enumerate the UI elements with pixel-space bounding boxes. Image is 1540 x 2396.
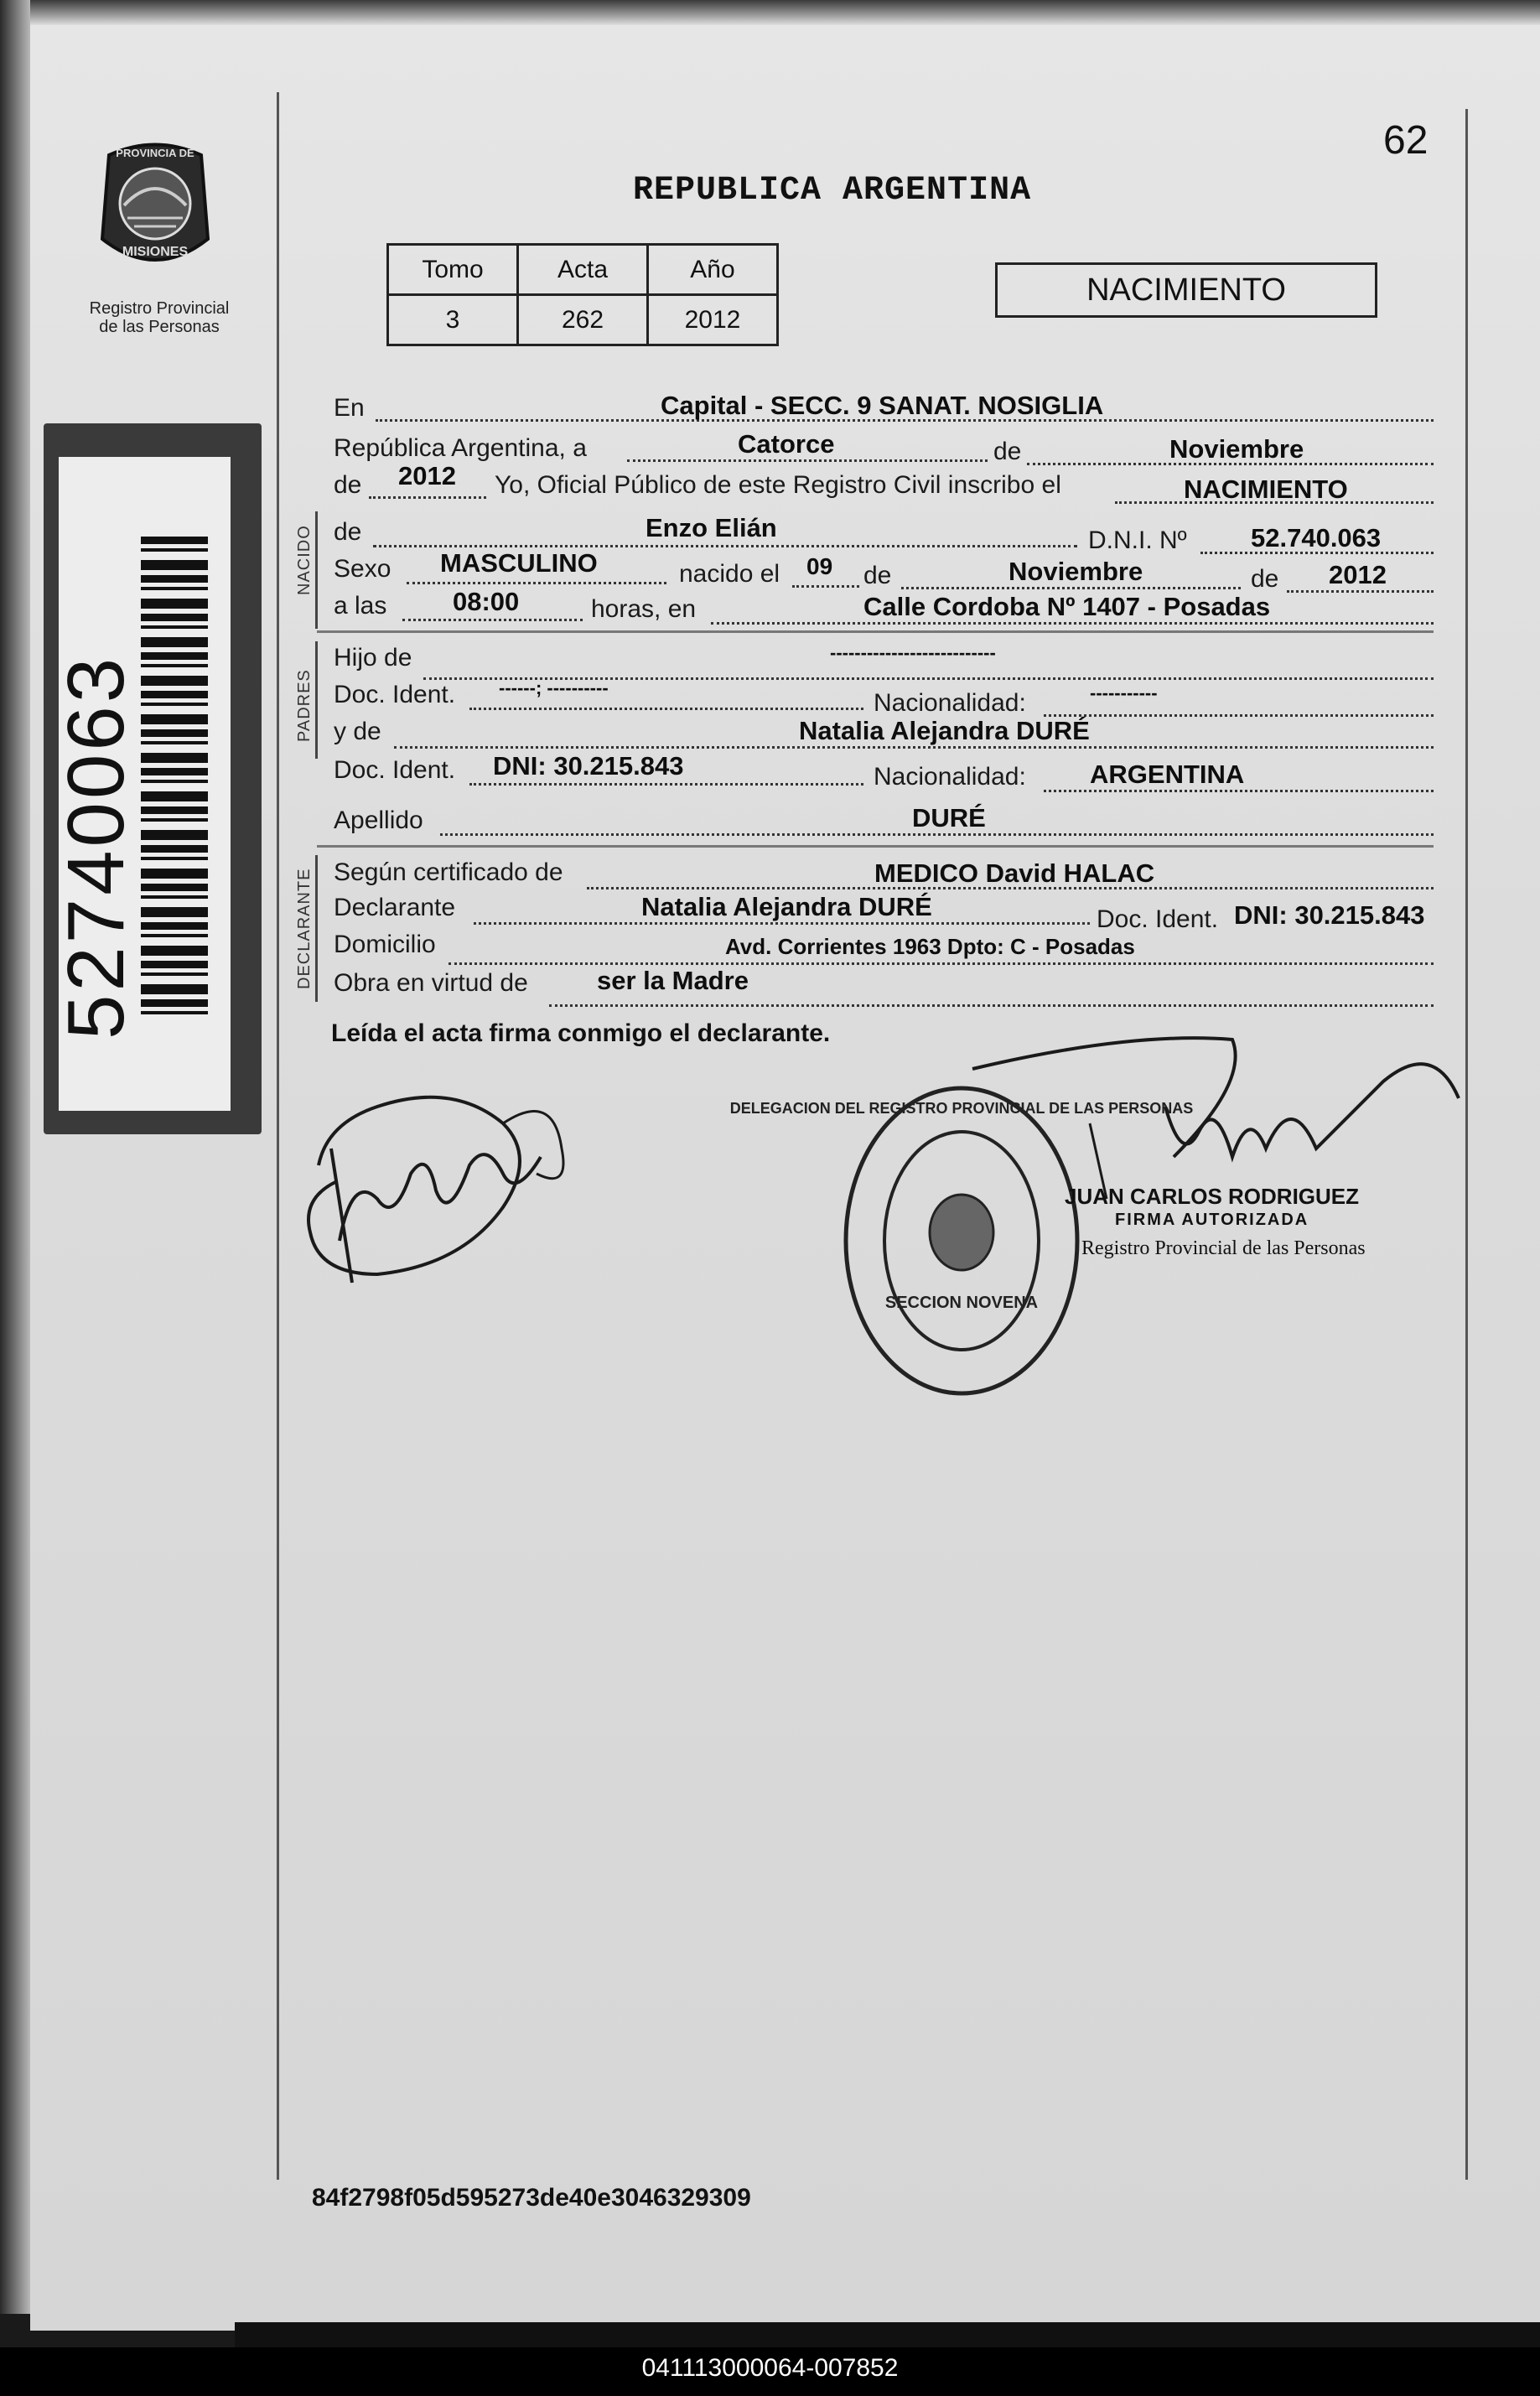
record-table: [386, 243, 779, 346]
value-dia: Catorce: [738, 429, 835, 459]
footer-id: 041113000064-007852: [641, 2354, 899, 2382]
value-nacido-mes: Noviembre: [1009, 557, 1143, 586]
value-sexo: MASCULINO: [440, 548, 598, 578]
dotted-line: [549, 1004, 1434, 1007]
dotted-line: [792, 585, 859, 588]
label-domicilio: Domicilio: [334, 931, 436, 958]
registry-caption-line2: de las Personas: [99, 318, 220, 336]
section-divider-declarante: [315, 855, 318, 1002]
barcode-number: 52740063: [51, 654, 141, 1040]
label-y-de: y de: [334, 718, 381, 745]
table-header-anio: Año: [648, 245, 778, 295]
dotted-line: [369, 496, 486, 499]
section-divider-nacido: [315, 511, 318, 629]
text-oficial: Yo, Oficial Público de este Registro Civil inscribo el: [495, 471, 1061, 499]
dotted-line: [394, 746, 1434, 749]
registry-caption-line1: Registro Provincial: [89, 299, 230, 318]
province-seal-icon: [84, 138, 226, 289]
registry-caption: [59, 299, 260, 336]
value-hora: 08:00: [453, 587, 520, 616]
dotted-line: [469, 783, 863, 786]
value-mes: Noviembre: [1169, 434, 1304, 464]
table-header-tomo: Tomo: [388, 245, 518, 295]
value-anio: 2012: [398, 461, 456, 490]
dotted-line: [1044, 790, 1434, 792]
page-top-shadow: [30, 0, 1540, 25]
label-doc-ident-madre: Doc. Ident.: [334, 756, 456, 784]
value-padre: ---------------------------: [830, 642, 996, 663]
label-horas-en: horas, en: [591, 595, 697, 623]
dotted-line: [407, 582, 666, 584]
dotted-line: [469, 708, 863, 710]
table-cell-acta: 262: [518, 295, 648, 345]
value-inscribo: NACIMIENTO: [1184, 475, 1348, 504]
declarant-signature: [302, 1073, 578, 1325]
value-doc-padre: ------; ----------: [499, 677, 609, 698]
label-certificado: Según certificado de: [334, 858, 563, 886]
section-separator: [317, 630, 1434, 633]
label-hijo-de: Hijo de: [334, 644, 412, 672]
dotted-line: [1287, 590, 1434, 593]
label-doc-ident-padre: Doc. Ident.: [334, 681, 456, 708]
label-dni: D.N.I. Nº: [1088, 526, 1187, 554]
label-apellido: Apellido: [334, 806, 423, 834]
value-domicilio: Avd. Corrientes 1963 Dpto: C - Posadas: [725, 934, 1135, 959]
value-nacido-anio: 2012: [1329, 560, 1387, 589]
section-divider-padres: [315, 641, 318, 759]
dotted-line: [474, 922, 1090, 925]
table-cell-anio: 2012: [648, 295, 778, 345]
dotted-line: [627, 459, 988, 462]
label-de-mes: de: [863, 562, 892, 589]
label-de: de: [993, 438, 1022, 465]
seal-text-top: PROVINCIA DE: [116, 147, 194, 159]
leida-statement: Leída el acta firma conmigo el declarante.: [331, 1019, 831, 1047]
value-lugar-nacimiento: Calle Cordoba Nº 1407 - Posadas: [863, 592, 1271, 621]
value-madre: Natalia Alejandra DURÉ: [799, 716, 1090, 745]
dotted-line: [1044, 714, 1434, 717]
record-type-box: NACIMIENTO: [995, 262, 1377, 318]
label-en: En: [334, 394, 365, 422]
country-title: REPUBLICA ARGENTINA: [633, 172, 1032, 210]
label-de-nombre: de: [334, 518, 362, 546]
page-number: 62: [1383, 118, 1429, 163]
table-cell-tomo: 3: [388, 295, 518, 345]
value-apellido: DURÉ: [912, 803, 986, 832]
registry-logo: [84, 138, 226, 289]
official-name: JUAN CARLOS RODRIGUEZ: [1065, 1184, 1360, 1209]
table-header-acta: Acta: [518, 245, 648, 295]
label-doc-ident-declarante: Doc. Ident.: [1097, 905, 1219, 933]
dotted-line: [373, 545, 1077, 547]
section-label-padres: PADRES: [295, 669, 314, 742]
label-nacionalidad-padre: Nacionalidad:: [874, 689, 1026, 717]
value-nacionalidad-padre: -----------: [1090, 682, 1158, 703]
value-nombre: Enzo Elián: [646, 513, 777, 542]
stamp-inner-text: SECCION NOVENA: [884, 1294, 1039, 1312]
dotted-line: [711, 622, 1434, 625]
label-nacido: nacido el: [679, 560, 780, 588]
barcode-bars: [141, 537, 208, 1023]
value-certificado: MEDICO David HALAC: [874, 858, 1155, 888]
official-role: FIRMA AUTORIZADA: [1115, 1211, 1309, 1229]
bottom-shadow: [235, 2322, 1540, 2347]
stamp-ring-text: DELEGACION DEL REGISTRO PROVINCIAL DE LAS PERSONAS: [729, 1100, 1194, 1117]
handwritten-signature-declarant: [302, 1073, 578, 1325]
section-label-nacido: NACIDO: [295, 525, 314, 595]
seal-text-bottom: MISIONES: [122, 245, 189, 259]
value-dni: 52.740.063: [1251, 523, 1382, 552]
value-nacionalidad-madre: ARGENTINA: [1090, 760, 1245, 789]
dotted-line: [901, 587, 1241, 589]
label-de-anio2: de: [1251, 565, 1279, 593]
value-lugar-registro: Capital - SECC. 9 SANAT. NOSIGLIA: [661, 391, 1104, 420]
document-hash: 84f2798f05d595273de40e3046329309: [312, 2184, 751, 2212]
label-sexo: Sexo: [334, 555, 391, 583]
value-doc-declarante: DNI: 30.215.843: [1234, 900, 1425, 930]
label-de-anio: de: [334, 471, 362, 499]
value-nacido-dia: 09: [806, 553, 833, 579]
left-margin-line: [277, 92, 279, 2180]
dotted-line: [449, 962, 1434, 965]
label-declarante: Declarante: [334, 894, 456, 921]
value-declarante: Natalia Alejandra DURÉ: [641, 892, 932, 921]
dotted-line: [402, 619, 583, 621]
official-office: Registro Provincial de las Personas: [1081, 1237, 1366, 1259]
label-obra: Obra en virtud de: [334, 969, 528, 997]
label-a-las: a las: [334, 592, 387, 620]
label-republica: República Argentina, a: [334, 434, 587, 462]
label-nacionalidad-madre: Nacionalidad:: [874, 763, 1026, 791]
section-separator: [317, 845, 1434, 848]
section-label-declarante: DECLARANTE: [295, 868, 314, 989]
value-doc-madre: DNI: 30.215.843: [493, 751, 684, 781]
dotted-line: [440, 833, 1434, 836]
value-obra: ser la Madre: [597, 966, 749, 995]
